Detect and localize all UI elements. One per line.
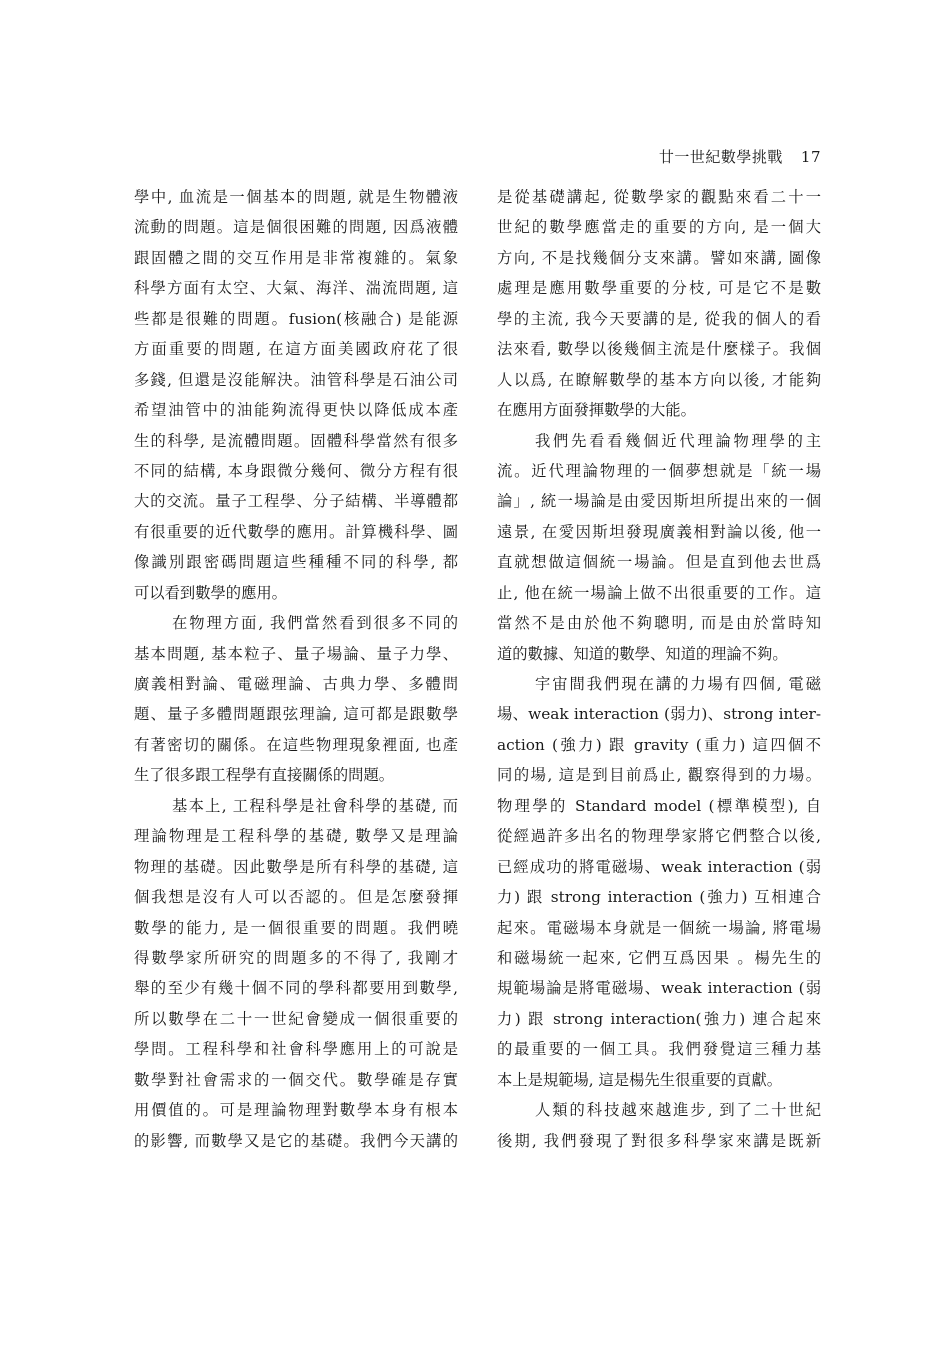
- text-line: 遠景, 在愛因斯坦發現廣義相對論以後, 他一: [497, 522, 821, 541]
- text-line: 的最重要的一個工具。我們發覺這三種力基: [497, 1040, 821, 1059]
- text-line: 宇宙間我們現在講的力場有四個, 電磁: [535, 675, 821, 693]
- text-line: 題、量子多體問題跟弦理論, 這可都是跟數學: [134, 705, 458, 724]
- text-line: 世紀的數學應當走的重要的方向, 是一個大: [497, 218, 821, 237]
- text-line: 些都是很難的問題。fusion(核融合) 是能源: [134, 309, 458, 328]
- text-line: 同的場, 這是到目前爲止, 觀察得到的力場。: [497, 766, 821, 785]
- text-line: 個我想是沒有人可以否認的。但是怎麼發揮: [134, 888, 458, 907]
- text-line: 力) 跟 strong interaction(強力) 連合起來: [497, 1009, 821, 1028]
- text-line: 不同的結構, 本身跟微分幾何、微分方程有很: [134, 461, 458, 480]
- running-head: [659, 146, 821, 167]
- page-number: 17: [800, 148, 821, 166]
- text-line: 舉的至少有幾十個不同的學科都要用到數學,: [134, 979, 458, 998]
- running-title: 廿一世紀數學挑戰: [658, 148, 783, 166]
- text-line: 止, 他在統一場論上做不出很重要的工作。這: [497, 583, 821, 602]
- text-line: 跟固體之間的交互作用是非常複雜的。氣象: [134, 248, 458, 267]
- text-line: 所以數學在二十一世紀會變成一個很重要的: [134, 1009, 458, 1028]
- text-line: 人類的科技越來越進步, 到了二十世紀: [535, 1101, 821, 1120]
- text-line: 多錢, 但還是沒能解決。油管科學是石油公司: [134, 370, 458, 389]
- text-line: 處理是應用數學重要的分枝, 可是它不是數: [497, 279, 821, 298]
- text-line: 用價值的。可是理論物理對數學本身有根本: [134, 1101, 458, 1120]
- text-line: 方向, 不是找幾個分支來講。譬如來講, 圖像: [497, 248, 821, 267]
- text-line: 學的主流, 我今天要講的是, 從我的個人的看: [497, 309, 821, 328]
- right-text-column: [497, 182, 821, 1156]
- text-line: 當然不是由於他不夠聰明, 而是由於當時知: [497, 614, 821, 633]
- text-line: 的影響, 而數學又是它的基礎。我們今天講的: [134, 1131, 458, 1150]
- text-line: 物理的基礎。因此數學是所有科學的基礎, 這: [134, 857, 458, 876]
- text-line: 物理學的 Standard model (標準模型), 自: [497, 796, 821, 815]
- text-line: 和磁場統一起來, 它們互爲因果 。楊先生的: [497, 948, 821, 967]
- text-line: 方面重要的問題, 在這方面美國政府花了很: [134, 340, 458, 359]
- text-line: 科學方面有太空、大氣、海洋、湍流問題, 這: [134, 279, 458, 298]
- text-line: 後期, 我們發現了對很多科學家來講是既新: [497, 1131, 821, 1150]
- text-line: 數學對社會需求的一個交代。數學確是存實: [134, 1070, 458, 1089]
- text-line: action (強力) 跟 gravity (重力) 這四個不: [497, 735, 821, 754]
- text-line: 廣義相對論、電磁理論、古典力學、多體問: [134, 675, 458, 693]
- text-line: 流。近代理論物理的一個夢想就是「統一場: [497, 461, 821, 480]
- text-line: 希望油管中的油能夠流得更快以降低成本產: [134, 401, 458, 420]
- text-line: 規範場論是將電磁場、weak interaction (弱: [497, 979, 821, 998]
- text-line: 從經過許多出名的物理學家將它們整合以後,: [497, 827, 821, 846]
- text-line: 是從基礎講起, 從數學家的觀點來看二十一: [497, 188, 821, 206]
- text-line: 在應用方面發揮數學的大能。: [497, 401, 696, 420]
- text-line: 已經成功的將電磁場、weak interaction (弱: [497, 857, 821, 876]
- text-line: 生的科學, 是流體問題。固體科學當然有很多: [134, 431, 458, 450]
- text-line: 學中, 血流是一個基本的問題, 就是生物體液: [134, 188, 458, 206]
- text-line: 法來看, 數學以後幾個主流是什麼樣子。我個: [497, 340, 821, 359]
- text-line: 理論物理是工程科學的基礎, 數學又是理論: [134, 827, 458, 846]
- text-line: 在物理方面, 我們當然看到很多不同的: [172, 614, 458, 633]
- text-line: 場、weak interaction (弱力)、strong inter-: [497, 705, 821, 724]
- text-line: 數學的能力, 是一個很重要的問題。我們曉: [134, 918, 458, 937]
- text-line: 得數學家所研究的問題多的不得了, 我剛才: [134, 948, 458, 967]
- text-line: 像識別跟密碼問題這些種種不同的科學, 都: [134, 553, 458, 572]
- text-line: 有很重要的近代數學的應用。計算機科學、圖: [134, 522, 458, 541]
- text-line: 生了很多跟工程學有直接關係的問題。: [134, 766, 395, 785]
- text-line: 有著密切的關係。在這些物理現象裡面, 也產: [134, 735, 458, 754]
- text-line: 大的交流。量子工程學、分子結構、半導體都: [134, 492, 458, 511]
- text-line: 我們先看看幾個近代理論物理學的主: [535, 431, 821, 450]
- left-text-column: [134, 182, 458, 1156]
- text-line: 道的數據、知道的數學、知道的理論不夠。: [497, 644, 788, 663]
- text-line: 可以看到數學的應用。: [134, 583, 287, 602]
- text-line: 流動的問題。這是個很困難的問題, 因爲液體: [134, 218, 458, 237]
- text-line: 本上是規範場, 這是楊先生很重要的貢獻。: [497, 1070, 783, 1089]
- text-line: 力) 跟 strong interaction (強力) 互相連合: [497, 888, 821, 907]
- text-line: 學問。工程科學和社會科學應用上的可說是: [134, 1040, 458, 1059]
- text-line: 起來。電磁場本身就是一個統一場論, 將電場: [497, 918, 821, 937]
- text-line: 基本問題, 基本粒子、量子場論、量子力學、: [134, 644, 458, 663]
- text-line: 直就想做這個統一場論。但是直到他去世爲: [497, 553, 821, 572]
- text-line: 基本上, 工程科學是社會科學的基礎, 而: [172, 796, 458, 815]
- text-line: 論」, 統一場論是由愛因斯坦所提出來的一個: [497, 492, 821, 511]
- text-line: 人以爲, 在瞭解數學的基本方向以後, 才能夠: [497, 370, 821, 389]
